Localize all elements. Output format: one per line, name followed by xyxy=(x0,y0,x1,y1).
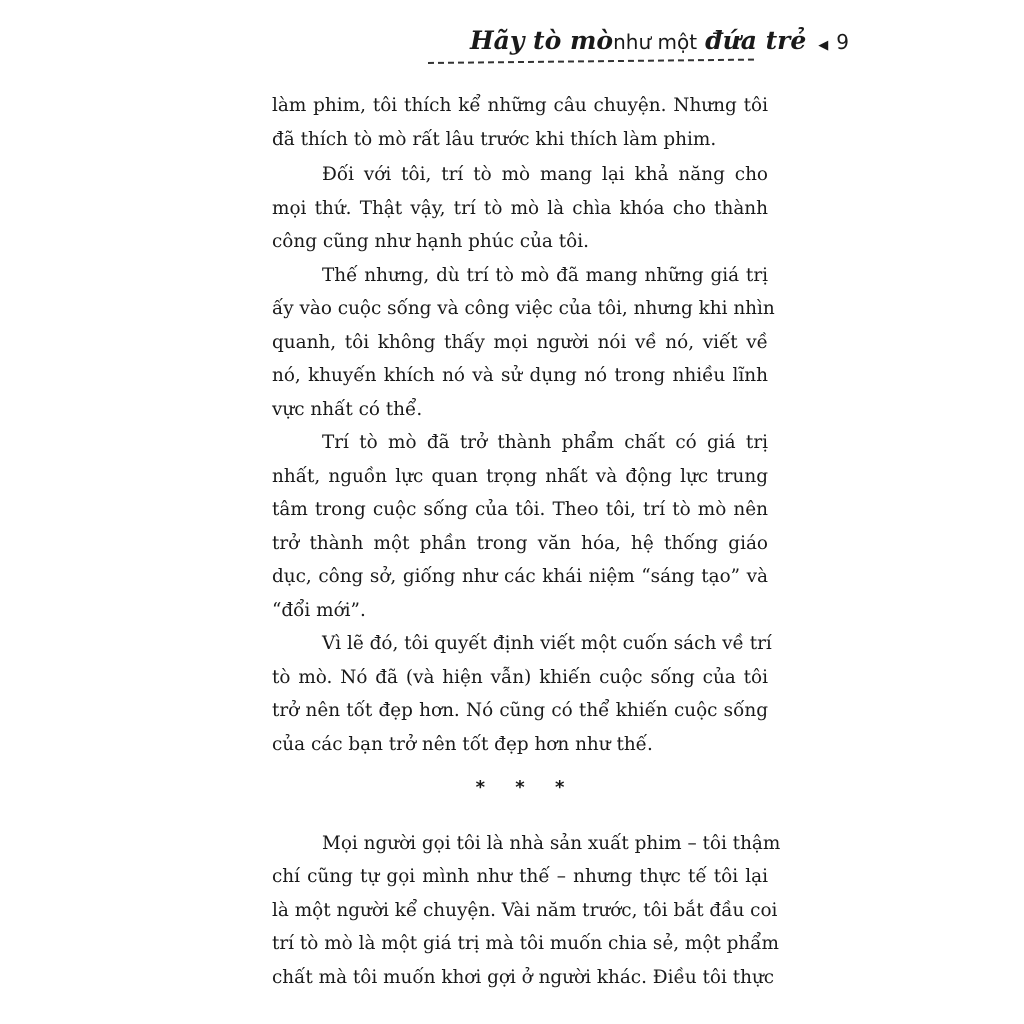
text-line: làm phim, tôi thích kể những câu chuyện. Nhưng tôi xyxy=(272,95,768,116)
text-line: ấy vào cuộc sống và công việc của tôi, nhưng khi nhìn xyxy=(272,298,775,319)
page-number: 9 xyxy=(836,30,849,54)
header-title-script: Hãy tò mò xyxy=(470,26,614,55)
paragraph xyxy=(272,627,772,761)
text-line: nhất, nguồn lực quan trọng nhất và động lực trung xyxy=(272,465,768,487)
text-line: Đối với tôi, trí tò mò mang lại khả năng cho xyxy=(322,164,768,185)
text-line: là một người kể chuyện. Vài năm trước, tôi bắt đầu coi xyxy=(272,899,778,921)
text-line: Mọi người gọi tôi là nhà sản xuất phim – tôi thậm xyxy=(322,832,781,854)
section-separator: * * * xyxy=(475,777,577,798)
text-line: Vì lẽ đó, tôi quyết định viết một cuốn sách về trí xyxy=(322,633,772,654)
text-line: Trí tò mò đã trở thành phẩm chất có giá trị xyxy=(322,432,768,453)
paragraph xyxy=(272,89,768,156)
paragraph xyxy=(272,158,768,259)
text-line: trí tò mò là một giá trị mà tôi muốn chia sẻ, một phẩm xyxy=(272,933,779,954)
text-line: trở thành một phần trong văn hóa, hệ thống giáo xyxy=(272,532,768,554)
text-line: tâm trong cuộc sống của tôi. Theo tôi, trí tò mò nên xyxy=(272,499,768,520)
text-line: trở nên tốt đẹp hơn. Nó cũng có thể khiến cuộc sống xyxy=(272,700,768,721)
text-line: tò mò. Nó đã (và hiện vẫn) khiến cuộc sống của tôi xyxy=(272,666,768,688)
text-line: chất mà tôi muốn khơi gợi ở người khác. Điều tôi thực xyxy=(272,966,775,988)
paragraph xyxy=(272,259,775,427)
text-line: nó, khuyến khích nó và sử dụng nó trong nhiều lĩnh xyxy=(272,365,768,386)
text-line: mọi thứ. Thật vậy, trí tò mò là chìa khóa cho thành xyxy=(272,197,768,219)
text-line: Thế nhưng, dù trí tò mò đã mang những giá trị xyxy=(322,264,768,286)
header-title-plain: như một xyxy=(613,30,698,54)
header-title-script-end: đứa trẻ xyxy=(705,26,807,55)
text-line: vực nhất có thể. xyxy=(272,398,423,420)
text-line: chí cũng tự gọi mình như thế – nhưng thực tế tôi lại xyxy=(272,866,768,887)
text-line: dục, công sở, giống như các khái niệm “sáng tạo” và xyxy=(272,566,768,587)
body-text xyxy=(272,89,781,994)
left-arrow-icon: ◀ xyxy=(818,38,829,53)
paragraph xyxy=(272,426,768,627)
text-line: đã thích tò mò rất lâu trước khi thích làm phim. xyxy=(272,128,717,150)
text-line: “đổi mới”. xyxy=(272,599,366,621)
text-line: quanh, tôi không thấy mọi người nói về nó, viết về xyxy=(272,331,768,353)
text-line: công cũng như hạnh phúc của tôi. xyxy=(272,231,589,252)
text-line: của các bạn trở nên tốt đẹp hơn như thế. xyxy=(272,733,653,755)
paragraph xyxy=(272,827,781,995)
